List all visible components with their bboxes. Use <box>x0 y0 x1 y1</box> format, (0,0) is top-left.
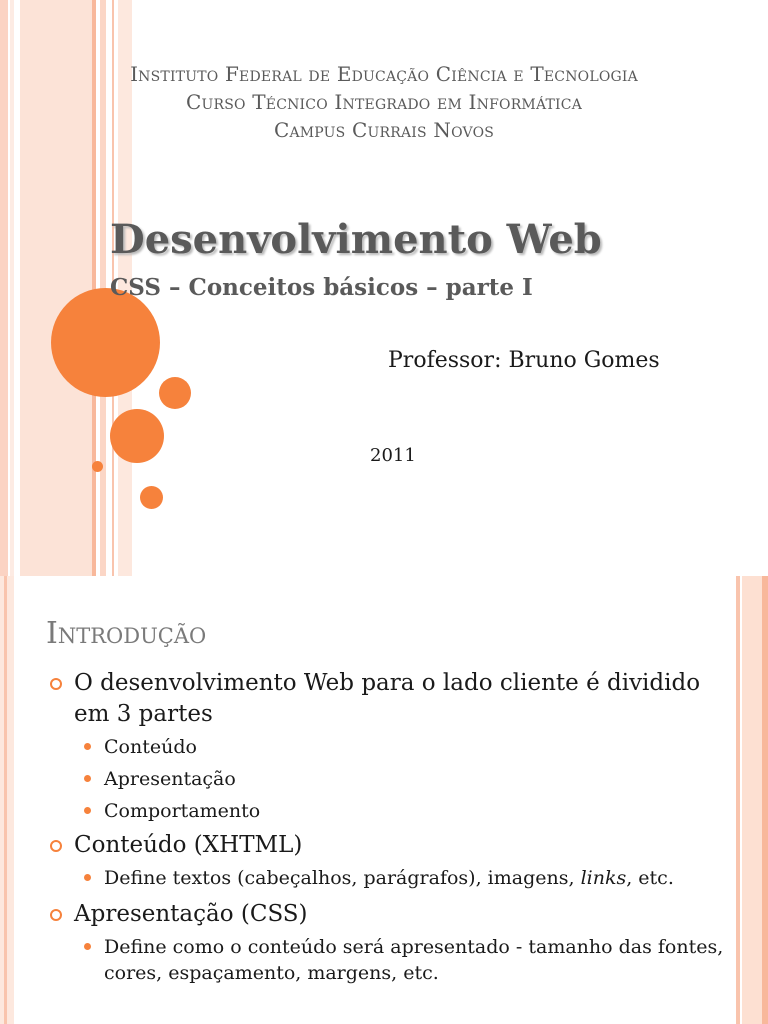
list-item-text: O desenvolvimento Web para o lado cliente é dividido em 3 partes <box>74 670 701 727</box>
slide-title: Desenvolvimento Web <box>110 216 602 263</box>
dot-bullet-icon <box>84 943 91 950</box>
dot-bullet-icon <box>84 807 91 814</box>
dot-bullet-icon <box>84 874 91 881</box>
decorative-stripe <box>762 576 768 1024</box>
institution-header <box>0 60 768 144</box>
sub-list-item-text: Conteúdo <box>104 736 197 758</box>
dot-bullet-icon <box>84 775 91 782</box>
decorative-circle-medium <box>110 409 164 463</box>
slide-subtitle: CSS – Conceitos básicos – parte I <box>110 274 533 301</box>
section-title: Introdução <box>46 616 207 651</box>
decorative-stripe <box>4 576 7 1024</box>
sub-list-item <box>50 934 730 986</box>
professor-name: Professor: Bruno Gomes <box>388 348 660 373</box>
sub-list-item-text-start: Define textos (cabeçalhos, parágrafos), imagens, <box>104 867 581 889</box>
year-label: 2011 <box>370 445 416 466</box>
course-line: Curso Técnico Integrado em Informática <box>185 90 583 114</box>
decorative-stripe <box>0 576 14 1024</box>
decorative-circle-small <box>159 377 191 409</box>
sub-list-item-text-end: , etc. <box>626 867 674 889</box>
list-item <box>50 899 730 930</box>
list-item-text: Apresentação (CSS) <box>74 901 308 927</box>
sub-list-item <box>50 766 730 792</box>
sub-list-item-text: Comportamento <box>104 800 261 822</box>
links-emphasis: links <box>580 867 627 889</box>
sub-list-item <box>50 734 730 760</box>
introduction-slide <box>0 576 768 1024</box>
list-item-text: Conteúdo (XHTML) <box>74 832 303 858</box>
decorative-circle-large <box>51 288 160 397</box>
ring-bullet-icon <box>50 909 62 921</box>
decorative-stripe <box>742 576 762 1024</box>
decorative-stripe <box>736 576 740 1024</box>
sub-list-item-text: Apresentação <box>104 768 236 790</box>
decorative-circle-small <box>140 486 163 509</box>
sub-list-item <box>50 798 730 824</box>
dot-bullet-icon <box>84 743 91 750</box>
sub-list-item-text: Define como o conteúdo será apresentado - tamanho das fontes, cores, espaçamento, margens, etc. <box>104 936 724 984</box>
sub-list-item <box>50 865 730 891</box>
ring-bullet-icon <box>50 840 62 852</box>
campus-line: Campus Currais Novos <box>273 118 495 142</box>
bullet-list <box>50 668 730 992</box>
list-item <box>50 668 730 730</box>
list-item <box>50 830 730 861</box>
decorative-circle-tiny <box>92 461 103 472</box>
institution-line: Instituto Federal de Educação Ciência e Tecnologia <box>130 62 638 86</box>
ring-bullet-icon <box>50 678 62 690</box>
